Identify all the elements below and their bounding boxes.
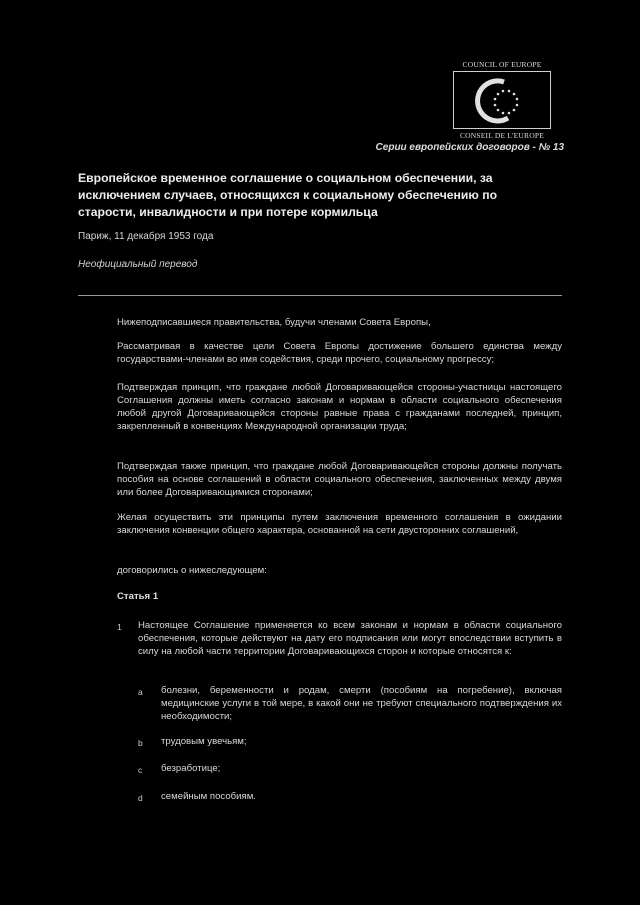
list-item: трудовым увечьям; xyxy=(161,736,247,747)
document-title: Европейское временное соглашение о социальном обеспечении, за исключением случаев, относящихся к социальному обеспечению по старости, инвалидности и при потере кормильца xyxy=(78,171,498,219)
preamble-paragraph: Рассматривая в качестве цели Совета Европы достижение большего единства между государствами-членами во имя содействия, среди прочего, социальному прогрессу; xyxy=(117,341,562,365)
item-letter: a xyxy=(138,687,143,697)
preamble-paragraph: Подтверждая также принцип, что граждане любой Договаривающейся стороны должны получать пособия на основе соглашений в области социального обеспечения, заключенных между двумя или более Договаривающимися сторонами; xyxy=(117,461,562,498)
logo-top-text: COUNCIL OF EUROPE xyxy=(462,60,542,69)
item-letter: c xyxy=(138,765,143,775)
logo-emblem xyxy=(453,71,551,129)
item-letter: d xyxy=(138,793,143,803)
article-heading: Статья 1 xyxy=(117,591,159,602)
place-date: Париж, 11 декабря 1953 года xyxy=(78,231,214,242)
paragraph-number: 1 xyxy=(117,622,122,632)
unofficial-translation-note: Неофициальный перевод xyxy=(78,259,198,270)
preamble-paragraph: Желая осуществить эти принципы путем заключения временного соглашения в ожидании заключения конвенции общего характера, основанной на сети двусторонних соглашений, xyxy=(117,512,562,536)
logo-bottom-text: CONSEIL DE L'EUROPE xyxy=(459,131,545,140)
item-letter: b xyxy=(138,738,143,748)
horizontal-divider xyxy=(78,295,562,296)
preamble-paragraph: Нижеподписавшиеся правительства, будучи членами Совета Европы, xyxy=(117,317,431,328)
article-paragraph: Настоящее Соглашение применяется ко всем законам и нормам в области социального обеспечения, которые действуют на дату его подписания или могут впоследствии вступить в силу на любой части территории Договаривающихся сторон и которые относятся к: xyxy=(138,620,562,657)
emblem-icon xyxy=(454,72,550,128)
preamble-paragraph: договорились о нижеследующем: xyxy=(117,565,267,576)
list-item: болезни, беременности и родам, смерти (пособиям на погребение), включая медицинские услуги в той мере, в какой они не требуют специального подтверждения их необходимости; xyxy=(161,685,562,722)
council-of-europe-logo xyxy=(452,60,552,140)
list-item: семейным пособиям. xyxy=(161,791,256,802)
list-item: безработице; xyxy=(161,763,221,774)
treaty-series-label: Серии европейских договоров - № 13 xyxy=(375,142,564,153)
preamble-paragraph: Подтверждая принцип, что граждане любой Договаривающейся стороны-участницы настоящего Соглашения должны иметь согласно законам и нормам в области социального обеспечения любой другой Договаривающейся стороны равные права с гражданами последней, принцип, закрепленный в конвенциях Международной организации труда; xyxy=(117,382,562,432)
